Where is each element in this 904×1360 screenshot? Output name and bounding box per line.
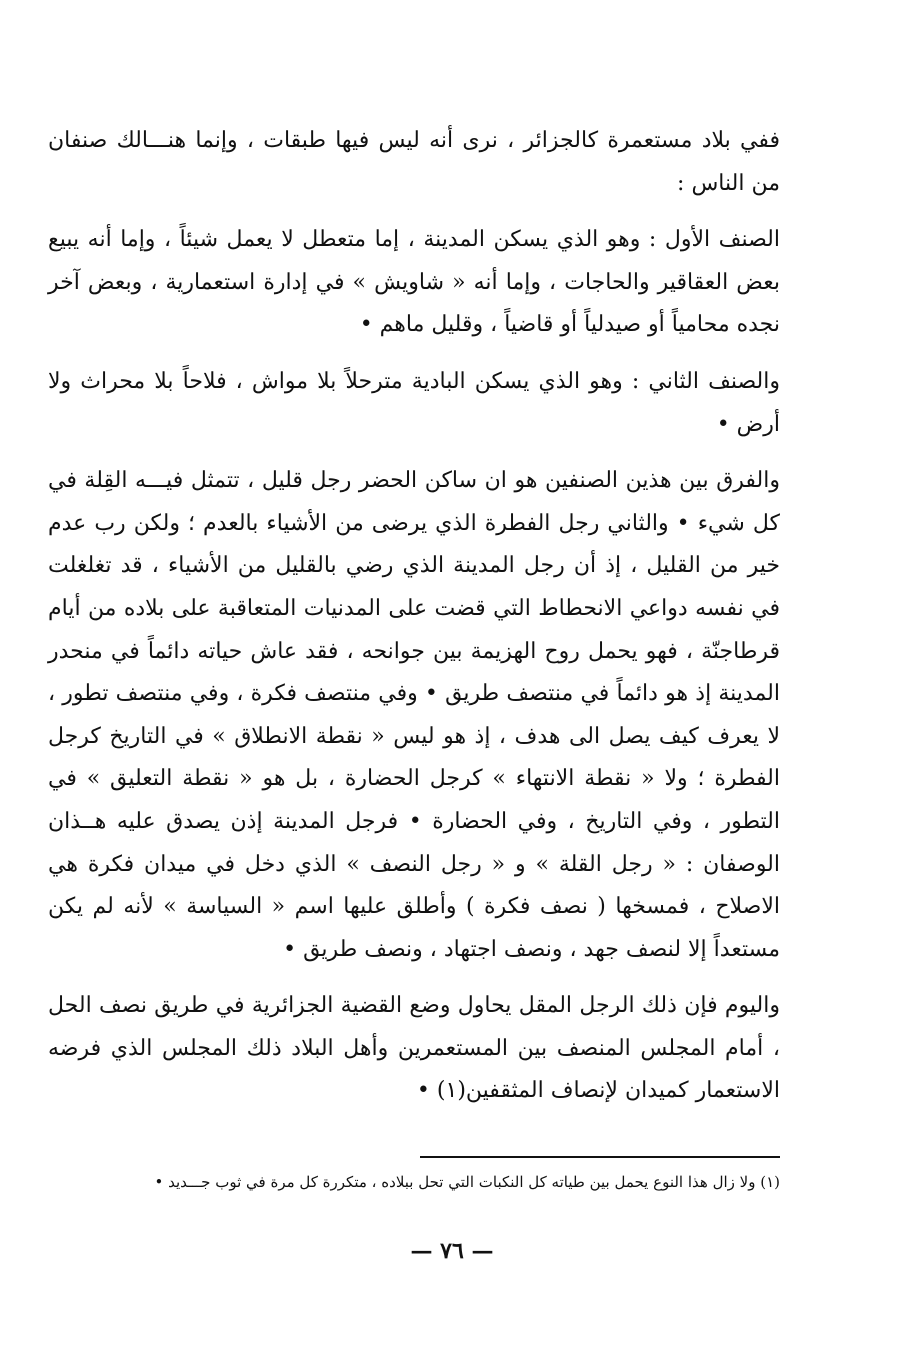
page-number: — ٧٦ — bbox=[410, 1238, 494, 1264]
page-body bbox=[48, 120, 780, 1113]
paragraph-second-class: والصنف الثاني : وهو الذي يسكن البادية مترحلاً بلا مواش ، فلاحاً بلا محراث ولا أرض • bbox=[48, 368, 780, 437]
footnote: (١) ولا زال هذا النوع يحمل بين طياته كل النكبات التي تحل ببلاده ، متكررة كل مرة في ثوب جـــديد • bbox=[154, 1173, 780, 1191]
paragraph-first-class: الصنف الأول : وهو الذي يسكن المدينة ، إما متعطل لا يعمل شيئاً ، وإما أنه يبيع بعض العقاقير والحاجات ، وإما أنه « شاويش » في إدارة استعمارية ، وبعض آخر نجده محامياً أو صيدلياً أو قاضياً ، وقليل ماهم • bbox=[48, 227, 780, 338]
paragraph-today: واليوم فإن ذلك الرجل المقل يحاول وضع القضية الجزائرية في طريق نصف الحل ، أمام المجلس المنصف بين المستعمرين وأهل البلاد ذلك المجلس الذي فرضه الاستعمار كميدان لإنصاف المثقفين(١) • bbox=[48, 993, 780, 1104]
paragraph-intro: ففي بلاد مستعمرة كالجزائر ، نرى أنه ليس فيها طبقات ، وإنما هنـــالك صنفان من الناس : bbox=[48, 128, 780, 196]
footnote-divider bbox=[420, 1156, 780, 1158]
paragraph-difference: والفرق بين هذين الصنفين هو ان ساكن الحضر رجل قليل ، تتمثل فيـــه القِلة في كل شيء • والثاني رجل الفطرة الذي يرضى من الأشياء بالعدم ؛ ولكن رب عدم خير من القليل ، إذ أن رجل المدينة الذي رضي بالقليل من الأشياء ، قد تغلغلت في نفسه دواعي الانحطاط التي قضت على المدنيات المتعاقبة على بلاده من أيام قرطاجنّة ، فهو يحمل روح الهزيمة بين جوانحه ، فقد عاش حياته دائماً في منحدر المدينة إذ هو دائماً في منتصف طريق • وفي منتصف فكرة ، وفي منتصف تطور ، لا يعرف كيف يصل الى هدف ، إذ هو ليس « نقطة الانطلاق » في التاريخ كرجل الفطرة ؛ ولا « نقطة الانتهاء » كرجل الحضارة ، بل هو « نقطة التعليق » في التطور ، وفي التاريخ ، وفي الحضارة • فرجل المدينة إذن يصدق عليه هــذان الوصفان : « رجل القلة » و « رجل النصف » الذي دخل في ميدان فكرة هي الاصلاح ، فمسخها ( نصف فكرة ) وأطلق عليها اسم « السياسة » لأنه لم يكن مستعداً إلا لنصف جهد ، ونصف اجتهاد ، ونصف طريق • bbox=[48, 468, 780, 962]
